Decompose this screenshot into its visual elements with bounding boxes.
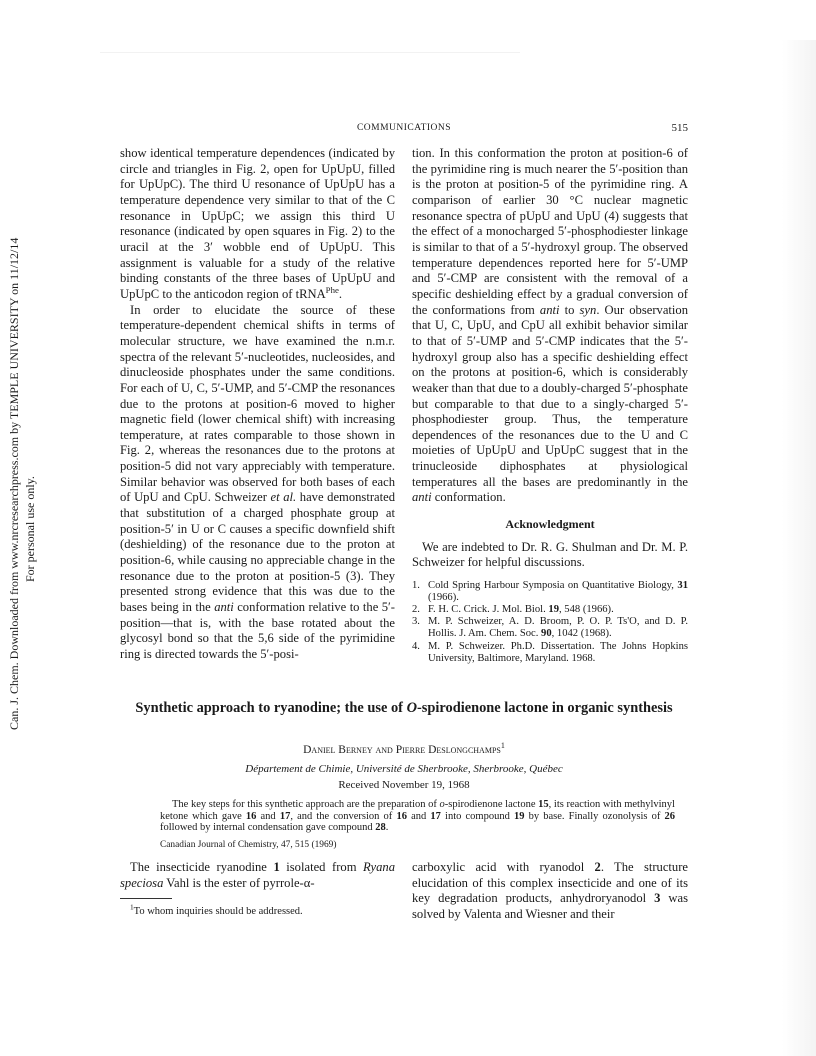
footnote: $^1$To whom inquiries should be addressed.: [130, 902, 303, 917]
scan-artifact-line: [100, 52, 520, 53]
body-paragraph: carboxylic acid with ryanodol 2. The structure elucidation of this complex insecticide and one of its key degradation products, anhydroryanodol 3 was solved by Valenta and Wiesner and their: [412, 860, 689, 921]
author-affiliation: Département de Chimie, Université de Sherbrooke, Sherbrooke, Québec: [245, 763, 563, 775]
reference-text: F. H. C. Crick. J. Mol. Biol. 19, 548 (1966).: [428, 604, 614, 616]
footnote-rule: [120, 898, 172, 899]
acknowledgment-text: We are indebted to Dr. R. G. Shulman and Dr. M. P. Schweizer for helpful discussions.: [412, 539, 688, 570]
page-header: [120, 123, 688, 137]
download-sidebar: [6, 130, 42, 730]
abstract: The key steps for this synthetic approach are the preparation of o-spirodienone lactone 15, its reaction with methylvinyl ketone which gave 16 and 17, and the conversion of 16 and 17 into compound 19 by base. Finally ozonolysis of 26 followed by internal condensation gave compound 28.: [160, 799, 675, 834]
reference-number: 3.: [412, 616, 420, 628]
scan-edge-shadow: [782, 40, 816, 1056]
running-title: COMMUNICATIONS: [356, 123, 452, 133]
reference-text: M. P. Schweizer, A. D. Broom, P. O. P. Ts'O, and D. P. Hollis. J. Am. Chem. Soc. 90, 1042 (1968).: [428, 616, 688, 640]
reference-list: [412, 580, 688, 665]
article-title: Synthetic approach to ryanodine; the use of O-spirodienone lactone in organic synthesis: [135, 700, 673, 716]
reference-item: [412, 580, 688, 604]
reference-item: [412, 604, 688, 616]
download-notice: Can. J. Chem. Downloaded from www.nrcresearchpress.com by TEMPLE UNIVERSITY on 11/12/14: [7, 237, 21, 730]
reference-item: [412, 616, 688, 640]
body-paragraph: show identical temperature dependences (indicated by circle and triangles in Fig. 2, open for UpUpU, filled for UpUpC). The third U resonance of UpUpU has a temperature dependence very similar to that of the C resonance in UpUpC; we assign this third U resonance (indicated by open squares in Fig. 2) to the uracil at the 3′ wobble end of UpUpU. This assignment is valuable for a study of the relative binding constants of the three bases of UpUpU and UpUpC to the anticodon region of tRNA$^{Phe}$.: [120, 146, 395, 301]
received-date: Received November 19, 1968: [338, 779, 470, 791]
journal-citation: Canadian Journal of Chemistry, 47, 515 (1969): [160, 840, 337, 850]
reference-number: 4.: [412, 640, 420, 652]
article-body-left: [120, 860, 395, 891]
reference-text: Cold Spring Harbour Symposia on Quantitative Biology, 31 (1966).: [428, 580, 688, 604]
reference-number: 2.: [412, 604, 420, 616]
left-column: [120, 146, 395, 663]
article-body-right: [412, 860, 688, 923]
body-paragraph: The insecticide ryanodine 1 isolated from Ryana speciosa Vahl is the ester of pyrrole-α-: [120, 860, 395, 890]
page-number: 515: [671, 122, 688, 134]
article-authors: Daniel Berney and Pierre Deslongchamps$^1$: [303, 741, 505, 756]
body-paragraph: tion. In this conformation the proton at position-6 of the pyrimidine ring is much nearer the 5′-position than is the proton at position-5 of the pyrimidine ring. A comparison of earlier 30 °C nuclear magnetic resonance spectra of pUpU and UpU (4) suggests that the effect of a monocharged 5′-phosphodiester linkage is similar to that of a 5′-hydroxyl group. The observed temperature dependences reported here for 5′-UMP and 5′-CMP are consistent with the removal of a specific deshielding effect by a gradual conversion of the conformations from anti to syn. Our observation that U, C, UpU, and CpU all exhibit behavior similar to that of 5′-UMP and 5′-CMP indicates that the 5′-hydroxyl group also has a specific deshielding effect on the protons at position-6, which is considerably weaker than that due to a doubly-charged 5′-phosphate but comparable to that due to a singly-charged 5′-phosphodiester group. Thus, the temperature dependences of the resonances due to the U and C moieties of UpUpU and UpUpC suggest that in the trinucleoside diphosphates at physiological temperatures all the bases are predominantly in the anti conformation.: [412, 146, 689, 505]
acknowledgment-heading: Acknowledgment: [505, 517, 595, 532]
body-paragraph: In order to elucidate the source of these temperature-dependent chemical shifts in terms of molecular structure, we have examined the n.m.r. spectra of the relevant 5′-nucleotides, nucleosides, and dinucleoside phosphates under the same conditions. For each of U, C, 5′-UMP, and 5′-CMP the resonances due to the protons at position-6 moved to higher magnetic field (lower chemical shift) with increasing temperature, at rates comparable to those shown in Fig. 2, whereas the resonances due to the protons at position-5 did not vary appreciably with temperature. Similar behavior was observed for both bases of each of UpU and CpU. Schweizer et al. have demonstrated that substitution of a charged phosphate group at position-5′ in U or C causes a specific downfield shift (deshielding) of the resonance due to the proton at position-6, while causing no appreciable change in the resonance due to the proton at position-5 (3). They presented strong evidence that this was due to the bases being in the anti conformation relative to the 5′-position—that is, with the base rotated about the glycosyl bond so that the 5,6 side of the pyrimidine ring is directed towards the 5′-posi-: [120, 302, 396, 661]
reference-item: [412, 641, 688, 665]
reference-text: M. P. Schweizer. Ph.D. Dissertation. The Johns Hopkins University, Baltimore, Maryland. 1968.: [428, 640, 688, 664]
personal-use-notice: For personal use only.: [23, 476, 37, 582]
reference-number: 1.: [412, 580, 420, 592]
right-column: [412, 146, 688, 665]
